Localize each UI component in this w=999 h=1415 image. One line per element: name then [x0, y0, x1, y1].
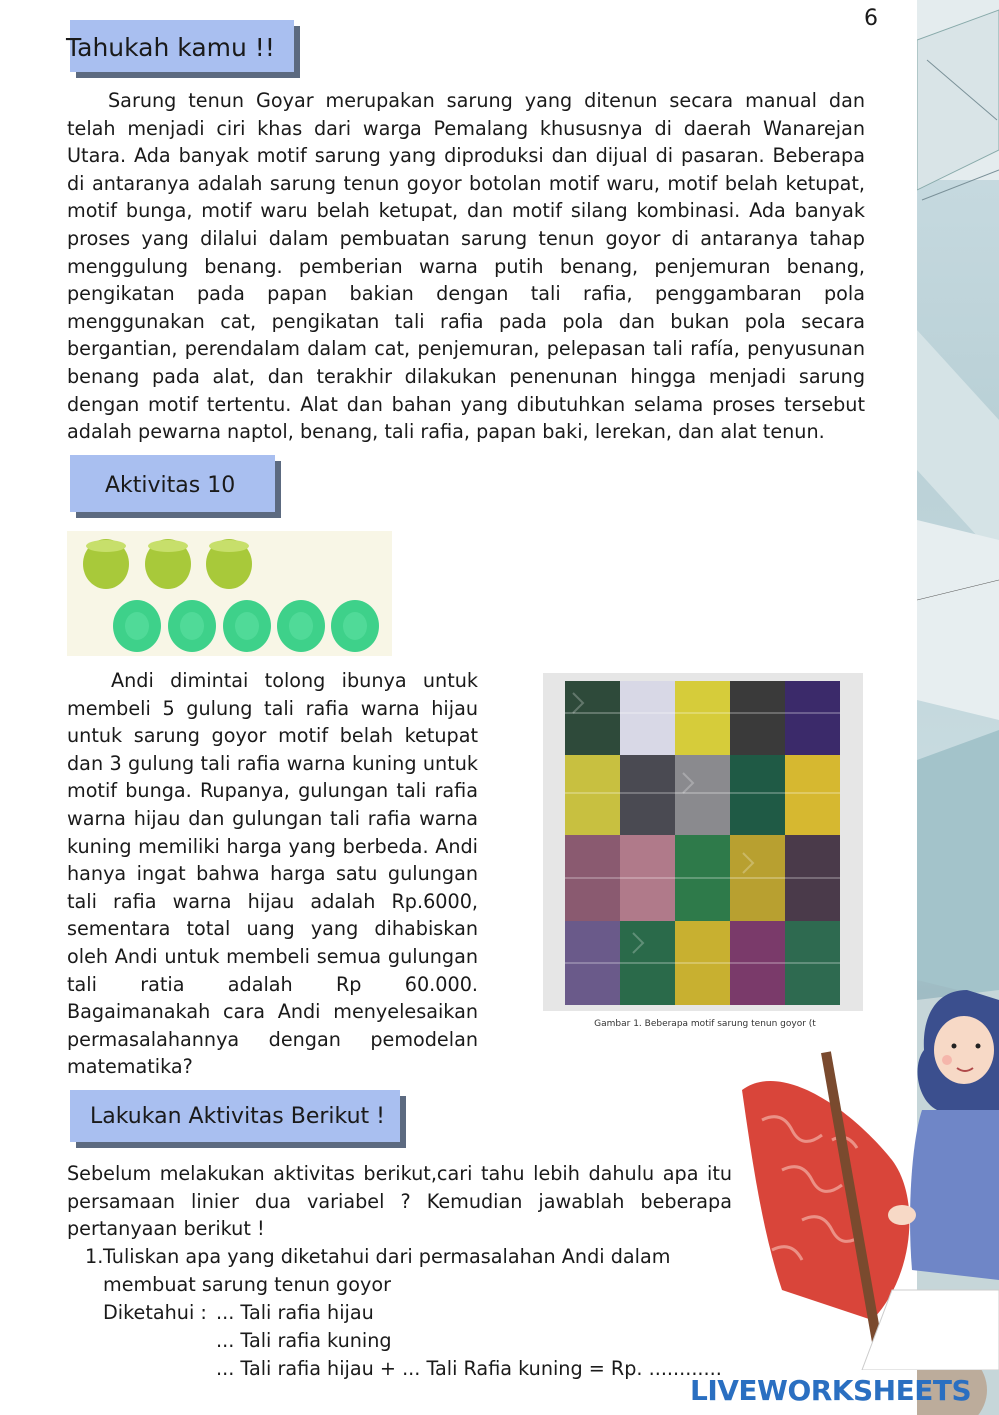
section-title-tahukah — [66, 20, 294, 72]
green-roll-1 — [113, 600, 161, 652]
task-section-title — [70, 1090, 400, 1142]
known-label: Diketahui : — [103, 1301, 207, 1324]
sarong-photo — [543, 673, 863, 1011]
yellow-roll-3 — [206, 539, 252, 589]
image-caption: Gambar 1. Beberapa motif sarung tenun goyor (t — [594, 1019, 816, 1029]
weaver-illustration — [742, 990, 999, 1370]
intro-paragraph: Sarung tenun Goyar merupakan sarung yang ditenun secara manual dan telah menjadi ciri khas dari warga Pemalang khususnya di daerah Wanarejan Utara. Ada banyak motif sarung yang diproduksi dan dijual di pasaran. Beberapa di antaranya adalah sarung tenun goyor botolan motif waru, motif belah ketupat, motif bunga, motif waru belah ketupat, dan motif silang kombinasi. Ada banyak proses yang dilalui dalam pembuatan sarung tenun goyor di antaranya tahap menggulung benang. pemberian warna putih benang, penjemuran benang, pengikatan pada papan bakian dengan tali rafia, penggambaran pola menggunakan cat, pengikatan tali rafia pada pola dan bukan pola secara bergantian, perendalam dalam cat, penjemuran, pelepasan tali rafía, penyusunan benang pada alat, dan terakhir dilakukan penenunan hingga menjadi sarung dengan motif tertentu. Alat dan bahan yang dibutuhkan selama proses tersebut adalah pewarna naptol, benang, tali rafia, papan baki, lerekan, dan alat tenun. — [67, 89, 865, 444]
activity-title-text: Aktivitas 10 — [105, 473, 236, 498]
question-line-1: Tuliskan apa yang diketahui dari permasalahan Andi dalam — [103, 1245, 671, 1268]
known-equation[interactable]: ... Tali rafia hijau + ... Tali Rafia kuning = Rp. ............ — [216, 1357, 722, 1380]
green-roll-5 — [331, 600, 379, 652]
green-roll-4 — [277, 600, 325, 652]
story-paragraph: Andi dimintai tolong ibunya untuk membeli 5 gulung tali rafia warna hijau untuk sarung goyor motif belah ketupat dan 3 gulung tali rafia warna kuning untuk motif bunga. Rupanya, gulungan tali rafia warna hijau dan gulungan tali rafia warna kuning memiliki harga yang berbeda. Andi hanya ingat bahwa harga satu gulungan tali rafia warna hijau adalah Rp.6000, sementara total uang yang dihabiskan oleh Andi untuk membeli semua gulungan tali ratia adalah Rp 60.000. Bagaimanakah cara Andi menyelesaikan permasalahannya dengan pemodelan matematika? — [67, 669, 478, 1079]
activity-title — [70, 455, 275, 512]
known-yellow[interactable]: ... Tali rafia kuning — [216, 1329, 392, 1352]
section-title-tahukah-text: Tahukah kamu !! — [66, 33, 275, 62]
green-roll-2 — [168, 600, 216, 652]
known-green[interactable]: ... Tali rafia hijau — [216, 1301, 374, 1324]
green-roll-3 — [223, 600, 271, 652]
yellow-roll-1 — [83, 539, 129, 589]
page-number: 6 — [864, 6, 878, 31]
question-number: 1. — [85, 1245, 104, 1268]
task-section-title-text: Lakukan Aktivitas Berikut ! — [90, 1104, 385, 1129]
task-intro: Sebelum melakukan aktivitas berikut,cari tahu lebih dahulu apa itu persamaan linier dua variabel ? Kemudian jawablah beberapa pertanyaan berikut ! — [67, 1162, 732, 1241]
question-line-2: membuat sarung tenun goyor — [103, 1273, 391, 1296]
yellow-roll-2 — [145, 539, 191, 589]
logo-text: LIVEWORKSHEETS — [690, 1374, 972, 1407]
rafia-rolls-image — [67, 531, 392, 656]
liveworksheets-logo — [690, 1374, 971, 1407]
